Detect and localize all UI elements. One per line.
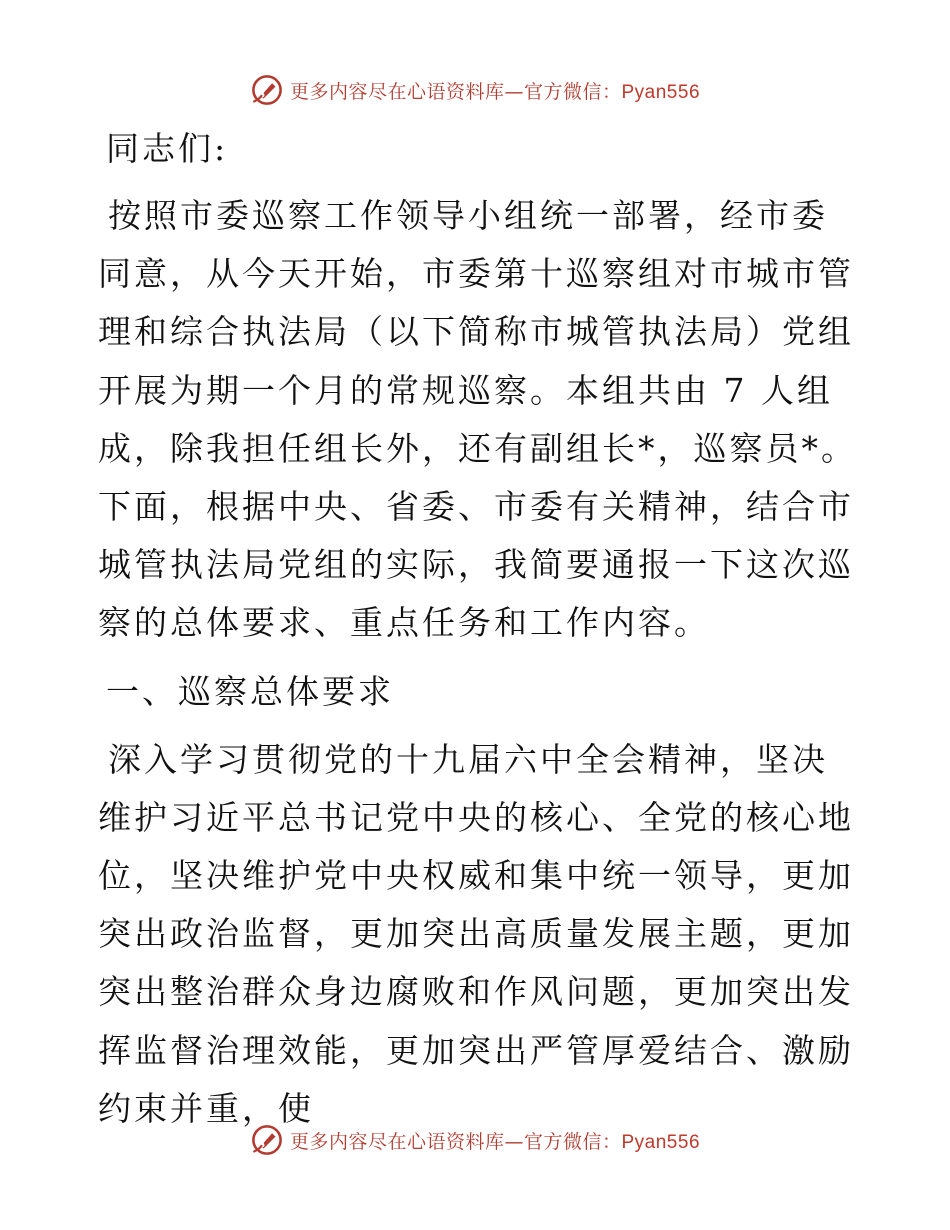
paragraph-intro: 按照市委巡察工作领导小组统一部署，经市委同意，从今天开始，市委第十巡察组对市城市管理和综合执法局（以下简称市城管执法局）党组开展为期一个月的常规巡察。本组共由 7 人组成，除我担任组长外，还有副组长*，巡察员*。下面，根据中央、省委、市委有关精神，结合市城管执法局党组的实际，我简要通报一下这次巡察的总体要求、重点任务和工作内容。: [98, 196, 857, 643]
banner-wechat-label: 官方微信：: [523, 1130, 622, 1153]
banner-dash: —: [504, 1130, 524, 1153]
pen-nib-logo-icon: [250, 73, 284, 107]
document-body: [98, 125, 858, 1138]
banner-wechat-id: Pyan556: [621, 1131, 701, 1153]
salutation: 同志们:: [106, 129, 229, 168]
banner-wechat-label: 官方微信：: [523, 80, 622, 103]
banner-text: [290, 1127, 700, 1154]
pen-nib-logo-icon: [250, 1123, 284, 1157]
banner-title: 更多内容尽在心语资料库: [289, 1130, 505, 1153]
banner-dash: —: [504, 80, 524, 103]
section-heading-1: 一、巡察总体要求: [106, 671, 394, 711]
header-banner: [0, 72, 950, 108]
banner-text: [290, 77, 700, 104]
banner-wechat-id: Pyan556: [621, 81, 701, 103]
footer-banner: [0, 1122, 950, 1158]
paragraph-requirements: 深入学习贯彻党的十九届六中全会精神，坚决维护习近平总书记党中央的核心、全党的核心地位，坚决维护党中央权威和集中统一领导，更加突出政治监督，更加突出高质量发展主题，更加突出整治群众身边腐败和作风问题，更加突出发挥监督治理效能，更加突出严管厚爱结合、激励约束并重，使: [98, 739, 854, 1128]
banner-title: 更多内容尽在心语资料库: [289, 80, 505, 103]
